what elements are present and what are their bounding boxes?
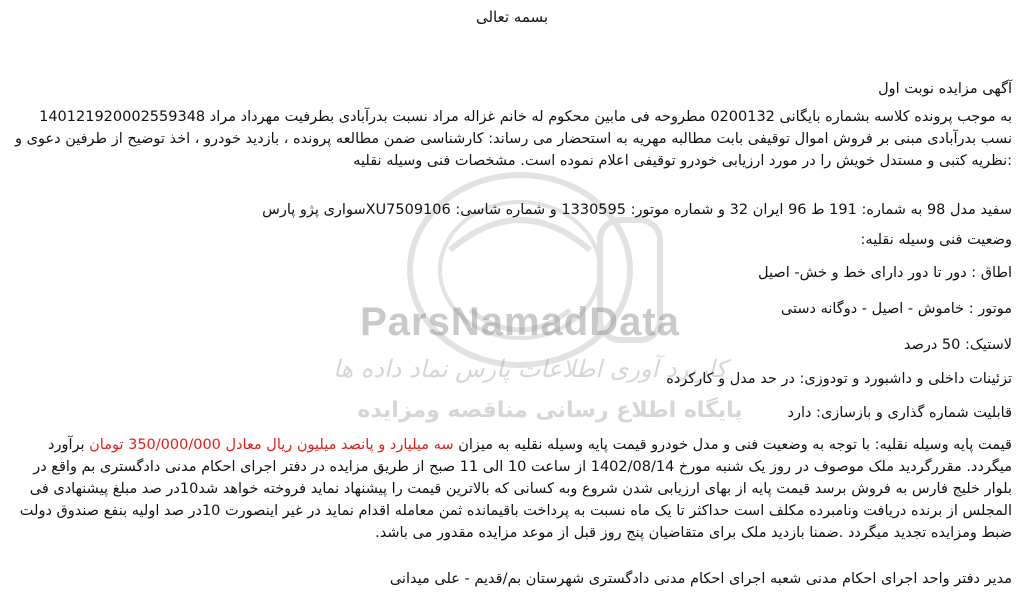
interior-condition: تزئینات داخلی و داشبورد و تودوزی: در حد مدل و کارکرده [666, 371, 1012, 387]
watermark-tagline: کاربرد آوری اطلاعات پارس نماد داده ها [333, 355, 727, 383]
tire-condition: لاستیک: 50 درصد [903, 337, 1012, 353]
watermark-subtitle: پایگاه اطلاع رسانی مناقصه ومزایده [357, 398, 743, 423]
plate-capability: قابلیت شماره گذاری و بازسازی: دارد [787, 405, 1012, 421]
notice-document [12, 0, 1012, 601]
price-value: سه میلیارد و پانصد میلیون ریال معادل 350/000/000 تومان [89, 437, 454, 453]
base-price-paragraph [12, 434, 1012, 544]
engine-condition: موتور : خاموش - اصیل - دوگانه دستی [780, 301, 1012, 317]
condition-heading: وضعیت فنی وسیله نقلیه: [860, 232, 1012, 248]
cabin-condition: اطاق : دور تا دور دارای خط و خش- اصیل [758, 265, 1012, 281]
vehicle-details: سفید مدل 98 به شماره: 191 ط 96 ایران 32 و شماره موتور: 1330595 و شماره شاسی: XU7509106سواری پژو پارس [262, 202, 1012, 218]
price-prefix: قیمت پایه وسیله نقلیه: با توجه به وضعیت فنی و مدل خودرو قیمت پایه وسیله نقلیه به میزان [453, 437, 1012, 453]
document-title: بسمه تعالی [475, 8, 549, 26]
notice-heading: آگهی مزایده نوبت اول [878, 81, 1012, 97]
signature-line: مدیر دفتر واحد اجرای احکام مدنی شعبه اجرای احکام مدنی دادگستری شهرستان بم/قدیم - علی میدانی [389, 571, 1012, 587]
watermark-brand: ParsNamadData [360, 300, 680, 344]
price-suffix: برآورد میگردد. مقررگردید ملک موصوف در روز یک شنبه مورخ 1402/08/14 از ساعت 10 الی 11 صبح از طریق مزایده در دفتر اجرای احکام مدنی دادگستری بم واقع در بلوار خلیج فارس به فروش برسد قیمت پایه از بهای ارزیابی شدن شروع وبه کسانی که بالاترین قیمت را پیشنهاد نماید فروخته خواهد شد10در صد مبلغ پیشنهادی فی المجلس از برنده دریافت ونامبرده مکلف است حداکثر تا یک ماه نسبت به پرداخت باقیمانده ثمن معامله اقدام نماید در غیر اینصورت 10در صد اولیه بنفع صندوق دولت ضبط ومزایده تجدید میگردد .ضمنا بازدید ملک برای متقاضیان پنج روز قبل از موعد مزایده مقدور می باشد. [19, 437, 1012, 541]
notice-intro: به موجب پرونده کلاسه 14012192000255934‪8 بشماره بایگانی 0200132 مطروحه فی مابین محکوم له خانم غزاله مراد نسبت بدرآبادی بطرفیت مهرداد مراد نسب بدرآبادی مبنی بر فروش اموال توقیفی بابت مطالبه مهریه به استحضار می رساند: کارشناسی ضمن مطالعه پرونده ، بازدید خودرو ، اخذ توضیح از طرفین دعوی و نظریه کتبی و مستدل خویش را در مورد ارزیابی خودرو توقیفی اعلام نموده است. مشخصات فنی وسیله نقلیه: [15, 109, 1012, 169]
